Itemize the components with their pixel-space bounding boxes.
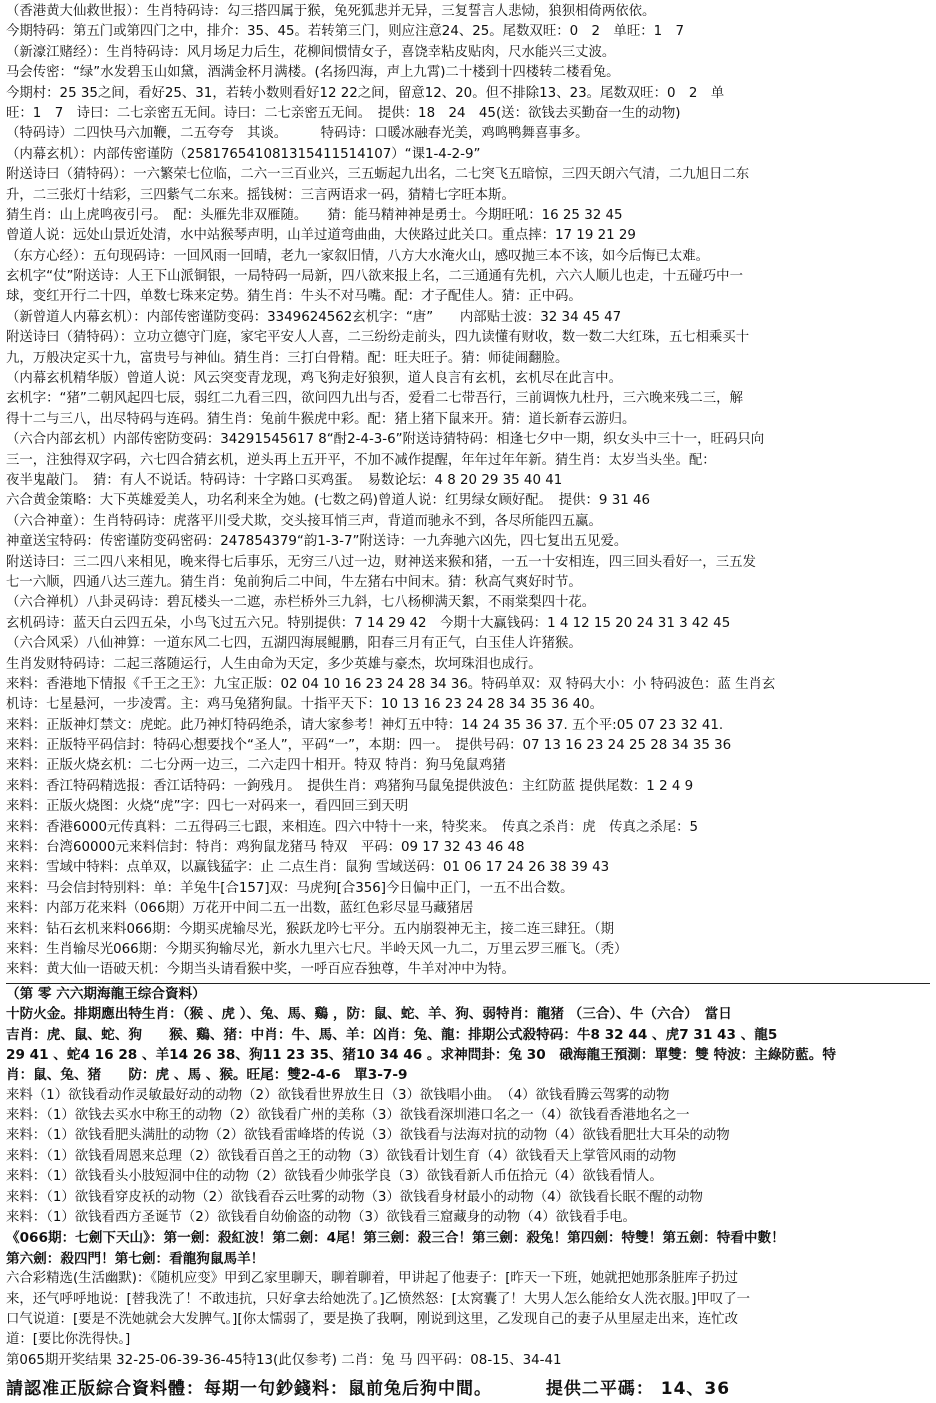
text-line: 来料：香江特码精选报：香江话特码：一鉤残月。 提供生肖：鸡猪狗马鼠兔提供波色：主红防蓝 提供尾数：1 2 4 9 bbox=[6, 778, 694, 794]
text-line: 今期特码：第五门或第四门之中，排介：35、45。若转第三门，则应注意24、25。尾数双旺：0 2 单旺：1 7 bbox=[6, 24, 685, 40]
seven-swords-section bbox=[6, 1228, 930, 1269]
text-line: （六合风采）八仙神算：一道东风二七四，五湖四海展鲲鹏，阳春三月有正气，白玉佳人许猪猴。 bbox=[6, 636, 582, 652]
text-line: 附送诗曰（猜特码）：一六繁荣七位临，二六一三百业兴，三五蛎起九出名，二七突飞五暗惊，三四天朗六气清，二九旭日二东 bbox=[6, 167, 750, 183]
text-line: 来料：香港6000元传真料：二五得码三七跟，来相连。四六中特十一来，特奖来。 传真之杀肖：虎 传真之杀尾：5 bbox=[6, 819, 699, 835]
bold-text-line: （第 零 六六期海龍王综合資料） bbox=[6, 985, 206, 1002]
text-line: （六合禅机）八卦灵码诗：碧瓦楼头一二遮，赤栏桥外三九斜，七八杨柳满天絮，不雨棠梨四十花。 bbox=[6, 595, 596, 611]
text-line: （特码诗）二四快马六加鞭，二五夸夸 其谈。 特码诗：口暖冰融春光美，鸡鸣鸭舞喜事多。 bbox=[6, 126, 589, 142]
footer-slogan bbox=[6, 1375, 930, 1403]
text-line: 玄机字“仗”附送诗：人王下山派铜银，一局特码一局新，四八欲来报上名，二三通通有先机，六六人顺儿也走，十五碰巧中一 bbox=[6, 269, 743, 285]
text-line: 六合黄金策略：大下英雄爱美人，功名利来全为她。(七数之码)曾道人说：红男绿女顾好配。 提供：9 31 46 bbox=[6, 493, 651, 509]
main-text-block bbox=[6, 2, 930, 981]
text-line: 夜半鬼敲门。 猜：有人不说话。特码诗：十字路口买鸡蛋。 易数论坛：4 8 20 29 35 40 41 bbox=[6, 472, 563, 488]
text-line: 来料：生肖输尽光066期：今期买狗输尽光，新水九里六七尺。半岭天风一九二，万里云罗三雁飞。（秃） bbox=[6, 941, 628, 957]
text-line: （内幕玄机精华版）曾道人说：风云突变青龙现，鸡飞狗走好狼狈，道人良言有玄机，玄机尽在此言中。 bbox=[6, 371, 622, 387]
riddle-line: 来料：（1）欲钱看周恩来总理（2）欲钱看百兽之王的动物（3）欲钱看计划生育（4）欲钱看天上掌管风雨的动物 bbox=[6, 1148, 677, 1164]
riddle-line: 来料：（1）欲钱看肥头满肚的动物（2）欲钱看雷峰塔的传说（3）欲钱看与法海对抗的动物（4）欲钱看肥壮大耳朵的动物 bbox=[6, 1128, 730, 1144]
text-line: 神童送宝特码：传密谨防变码密码：247854379“韵1-3-7”附送诗：一九奔驰六凶先，四七复出五见爱。 bbox=[6, 534, 628, 550]
text-line: 升，二三张灯十结彩，三四紫气二东来。摇钱树：三言两语求一码，猜精七字旺本斯。 bbox=[6, 187, 515, 203]
sea-dragon-king-section bbox=[6, 984, 930, 1086]
humor-line: 道：[要比你洗得快。] bbox=[6, 1332, 131, 1348]
text-line: 来料：香港地下情报《千王之王》：九宝正版：02 04 10 16 23 24 28 34 36。特码单双：双 特码大小：小 特码波色：蓝 生肖玄 bbox=[6, 676, 776, 692]
text-line: 生肖发财特码诗：二起三落随运行，人生由命为天定，多少英雄与豪杰，坎坷珠泪也成行。 bbox=[6, 656, 542, 672]
text-line: 来料：台湾60000元来料信封：特肖：鸡狗鼠龙猪马 特双 平码：09 17 32 43 46 48 bbox=[6, 840, 525, 856]
text-line: 猜生肖：山上虎鸣夜引弓。 配：头雁先非双雁随。 猜：能马精神神是勇士。今期旺吼：16 25 32 45 bbox=[6, 207, 623, 223]
text-line: 附送诗曰（猜特码）：立功立德守门庭，家宅平安人人喜，二三纷纷走前头，四九读懂有财收，数一数二大红珠，五七相乘买十 bbox=[6, 330, 750, 346]
text-line: 来料：内部万花来料（066期）万花开中间二五一出数，蓝红色彩尽显马藏猪居 bbox=[6, 901, 474, 917]
sword-line: 《066期：七劍下天山》：第一劍：殺紅波！第二劍：4尾！第三劍：殺三合！第三劍：殺兔！第四劍：特雙！第五劍：特看中數！ bbox=[6, 1230, 785, 1247]
text-line: 来料：马会信封特别料：单：羊兔牛[合157]双：马虎狗[合356]今日偏中正门，一五不出合数。 bbox=[6, 880, 574, 896]
riddle-line: 来料：（1）欲钱看穿皮袄的动物（2）欲钱看吞云吐雾的动物（3）欲钱看身材最小的动物（4）欲钱看长眠不醒的动物 bbox=[6, 1189, 703, 1205]
text-line: 来料：黄大仙一语破天机：今期当头请看猴中奖，一呼百应吞独尊，牛羊对冲中为特。 bbox=[6, 962, 515, 978]
text-line: （新曾道人内幕玄机）：内部传密谨防变码：3349624562玄机字：“唐” 内部贴士波：32 34 45 47 bbox=[6, 309, 622, 325]
text-line: 来料：雪域中特料：点单双，以赢钱猛字：止 二点生肖：鼠狗 雪域送码：01 06 17 24 26 38 39 43 bbox=[6, 860, 610, 876]
riddle-line: 来料：（1）欲钱去买水中称王的动物（2）欲钱看广州的美称（3）欲钱看深圳港口名之一（4）欲钱看香港地名之一 bbox=[6, 1108, 690, 1124]
riddle-line: 来料：（1）欲钱看头小肢短洞中住的动物（2）欲钱看少帅张学良（3）欲钱看新人币伍拾元（4）欲钱看情人。 bbox=[6, 1169, 663, 1185]
text-line: 来料：正版火烧图：火烧“虎”字：四七一对码来一，看四回三到天明 bbox=[6, 799, 409, 815]
humor-line: 来，还气呼呼地说：[替我洗了！不敢违抗，只好拿去给她洗了。]乙愤然怒：[太窝囊了！大男人怎么能给女人洗衣服。]甲叹了一 bbox=[6, 1291, 750, 1307]
text-line: 马会传密：“绿”水发碧玉山如黛，酒满金杯月满楼。(名扬四海，声上九霄)二十楼到十四楼转二楼看兔。 bbox=[6, 65, 620, 81]
text-line: 得十二与三八，出尽特码与连码。猜生肖：兔前牛猴虎中彩。配：猪上猪下鼠来开。猜：道长新春云游归。 bbox=[6, 411, 636, 427]
text-line: 来料：正版神灯禁文：虎蛇。此乃神灯特码绝杀，请大家参考！神灯五中特：14 24 35 36 37. 五个平:05 07 23 32 41. bbox=[6, 717, 724, 733]
text-line: 三一，注独得双字码，六七四合猜玄机，逆头再上五开平，不加不减作提醒，年年过年年新。猜生肖：太岁当头坐。配： bbox=[6, 452, 716, 468]
text-line: 来料：正版火烧玄机：二七分两一边三，二六走四十相开。特双 特肖：狗马兔鼠鸡猪 bbox=[6, 758, 506, 774]
text-line: （六合神童）：生肖特码诗：虎落平川受犬欺，交头接耳悄三声，背道而驰永不到，各尽所能四五赢。 bbox=[6, 513, 602, 529]
humor-line: 六合彩精选(生活幽默)：《随机应变》甲到乙家里聊天，聊着聊着，甲讲起了他妻子：[昨天一下班，她就把她那条脏库子扔过 bbox=[6, 1271, 739, 1287]
riddle-section bbox=[6, 1086, 930, 1229]
footer-provide-value: 14、36 bbox=[660, 1379, 731, 1400]
bold-text-line: 十防火金。排期應出特生肖：（猴 、虎 ）、兔、馬、鷄 ，防：鼠、蛇、羊、狗、弱特肖：龍猪 （三合）、牛（六合） 當日 bbox=[6, 1006, 732, 1023]
riddle-line: 来料：（1）欲钱看西方圣诞节（2）欲钱看自幼偷盗的动物（3）欲钱看三窟藏身的动物（4）欲钱看手电。 bbox=[6, 1210, 636, 1226]
text-line: （东方心经）：五句现码诗：一回风雨一回晴，老九一家叙旧情，八方大水淹火山，感叹抛三本不该，如今后悔已太难。 bbox=[6, 248, 709, 264]
text-line: （香港黄大仙救世报）：生肖特码诗：勾三搭四属于猴，兔死狐悲并无异，三复誓言人悲恸，狼狈相倚两依依。 bbox=[6, 4, 656, 19]
text-line: 来料：钻石玄机来料066期：今期买虎输尽光，猴跃龙吟七平分。五内崩裂神无主，接二连三肆狂。（期 bbox=[6, 921, 615, 937]
humor-line: 口气说道：[要是不洗她就会大发脾气。][你太懦弱了，要是换了我啊，刚说到这里，乙发现自己的妻子从里屋走出来，连忙改 bbox=[6, 1312, 739, 1327]
text-line: 旺：1 7 诗曰：二七亲密五无间。诗曰：二七亲密五无间。 提供：18 24 45(送：欲钱去买勤奋一生的动物) bbox=[6, 105, 681, 121]
humor-section bbox=[6, 1269, 930, 1351]
text-line: 机诗：七星悬河，一步凌霄。主：鸡马兔猪狗鼠。十指平天下：10 13 16 23 24 28 34 35 36 40。 bbox=[6, 697, 604, 713]
text-line: 七一六顺，四通八达三莲九。猜生肖：兔前狗后二中间，牛左猪右中间末。猜：秋高气爽好时节。 bbox=[6, 574, 582, 590]
text-line: （六合内部玄机）内部传密防变码：34291545617 8“酎2-4-3-6”附送诗猜特码：相逢七夕中一期，织女头中三十一，旺码只向 bbox=[6, 432, 765, 448]
riddle-line: 来料（1）欲钱看动作灵敏最好动的动物（2）欲钱看世界放生日（3）欲钱唱小曲。 （4）欲钱看腾云驾雾的动物 bbox=[6, 1087, 670, 1103]
draw-result-line: 第065期开奖结果 32-25-06-39-36-45特13(此仅参考) 二肖：兔 马 四平码：08-15、34-41 bbox=[6, 1352, 562, 1368]
footer-text: 請認准正版綜合資料體：每期一句鈔錢料：鼠前兔后狗中間。 bbox=[6, 1379, 492, 1400]
text-line: 九，万般决定买十九，富贵号与神仙。猜生肖：三打白骨精。配：旺夫旺子。猜：师徒闹翻脸。 bbox=[6, 350, 569, 366]
footer-provide-label: 提供二平碼： bbox=[545, 1379, 654, 1400]
bold-text-line: 吉肖：虎、鼠、蛇、狗 猴、鷄、猪：中肖：牛、馬、羊：凶肖：兔、龍：排期公式殺特码：牛8 32 44 、虎7 31 43 、龍5 bbox=[6, 1026, 778, 1043]
text-line: 玄机码诗：蓝天白云四五朵，小鸟飞过五六兄。特别提供：7 14 29 42 今期十大赢钱码：1 4 12 15 20 24 31 3 42 45 bbox=[6, 615, 731, 631]
bold-text-line: 29 41 、蛇4 16 28 、羊14 26 38、狗11 23 35、猪10 34 46 。求神問卦：兔 30 硪海龍王預測：單雙：雙 特波：主綠防藍。特 bbox=[6, 1046, 836, 1063]
text-line: 球，变红开行二十四，单数七珠来定势。猜生肖：牛头不对马嘴。配：才子配佳人。猜：正中码。 bbox=[6, 289, 582, 305]
text-line: 曾道人说：远处山景近处清，水中站猴琴声明，山羊过道弯曲曲，大侠路过此关口。重点摔：17 19 21 29 bbox=[6, 228, 636, 244]
text-line: （内幕玄机）：内部传密谨防（258176541081315411514107）“课1-4-2-9” bbox=[6, 146, 481, 162]
text-line: 附送诗曰：三二四八来相见，晚来得七后事乐，无穷三八过一边，财神送来猴和猪，一五一十安相连，四三回头看好一，三五发 bbox=[6, 554, 756, 570]
text-line: 今期村：25 35之间，看好25、31，若转小数则看好12 22之间，留意12、20。但不排除13、23。尾数双旺：0 2 单 bbox=[6, 85, 725, 101]
text-line: 玄机字：“猪”二朝风起四七辰，弱红二九看三四，欲问四九出与否，爱看二七带吾行，三前调恢九杜丹，三六晚来残二三，解 bbox=[6, 391, 743, 407]
bold-text-line: 肖：鼠、兔、猪 防：虎 、馬 、猴。旺尾：雙2-4-6 單3-7-9 bbox=[6, 1067, 408, 1084]
sword-line: 第六劍：殺四門！第七劍：看龍狗鼠馬羊！ bbox=[6, 1250, 265, 1267]
text-line: 来料：正版特平码信封：特码心想要找个“圣人”，平码“一”，本期：四一。 提供号码：07 13 16 23 24 25 28 34 35 36 bbox=[6, 738, 732, 754]
text-line: （新濠江赌经）：生肖特码诗：风月场足力后生，花柳间惯情女子，喜饶幸粘皮贴肉，尺水能兴三丈波。 bbox=[6, 44, 616, 60]
